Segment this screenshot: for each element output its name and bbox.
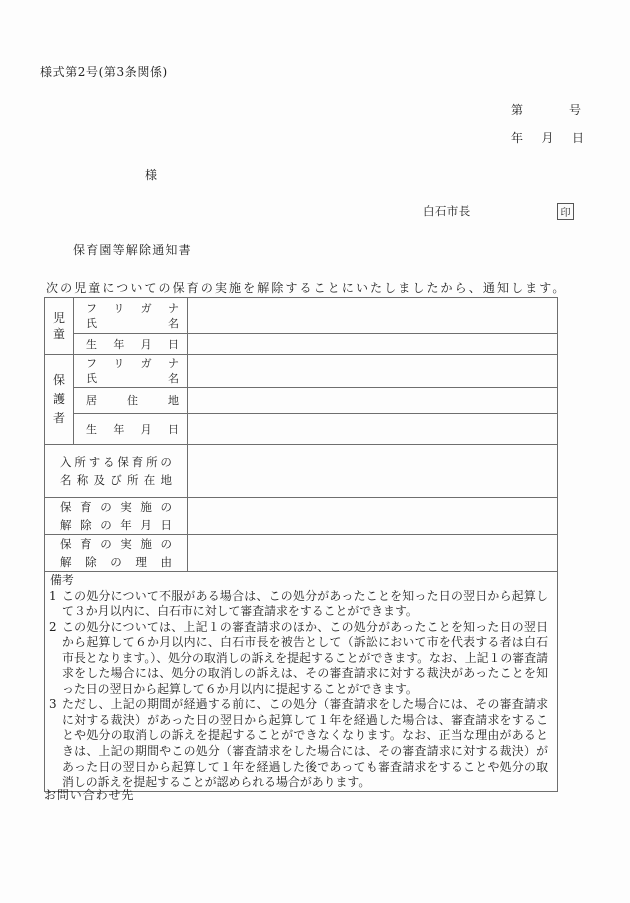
doc-number-suffix: 号 [568, 103, 581, 117]
document-date-line [511, 129, 584, 146]
remark-text: この処分については、上記１の審査請求のほか、この処分があったことを知った日の翌日から起算して６か月以内に、白石市長を被告として（訴訟において市を代表する者は白石市長となります。）、処分の取消しの訴えを提起することができます。なお、上記１の審査請求をした場合には、処分の取消しの訴えは、その審査請求に対する裁決があったことを知った日の翌日から起算して６か月以内に提起することができます。 [62, 619, 548, 696]
guardian-residence-value [188, 388, 558, 414]
seal-character: 印 [560, 208, 571, 219]
guardian-furigana-label: フ リ ガ ナ [86, 357, 179, 370]
remark-number: 2 [49, 619, 57, 634]
release-date-label-line2: 解 除 の 年 月 日 [60, 518, 172, 532]
table-row [45, 445, 558, 498]
table-row [45, 498, 558, 535]
form-code: 様式第2号(第3条関係) [40, 65, 168, 79]
seal-placeholder-icon [557, 203, 574, 220]
form-table [44, 297, 558, 792]
remark-item-1 [49, 589, 548, 620]
date-month-label: 月 [541, 131, 554, 145]
release-reason-label-cell [45, 535, 188, 572]
nursery-value [188, 445, 558, 498]
document-number-line [511, 101, 581, 118]
child-name-value [188, 298, 558, 334]
table-row [45, 572, 558, 792]
doc-number-prefix: 第 [511, 103, 524, 117]
table-row [45, 298, 558, 334]
remark-number: 3 [49, 697, 57, 712]
remark-text: この処分について不服がある場合は、この処分があったことを知った日の翌日から起算して３か月以内に、白石市に対して審査請求をすることができます。 [62, 588, 548, 619]
table-row [45, 388, 558, 414]
release-date-value [188, 498, 558, 535]
remarks-label: 備考 [50, 573, 74, 587]
child-name-label-cell [74, 298, 188, 334]
guardian-birthdate-label-cell [74, 414, 188, 445]
table-row [45, 414, 558, 445]
guardian-residence-label: 居 住 地 [86, 394, 179, 407]
remark-number: 1 [49, 588, 57, 603]
child-birthdate-value [188, 334, 558, 355]
child-birthdate-label-cell [74, 334, 188, 355]
contact-label: お問い合わせ先 [44, 788, 135, 802]
child-group-cell [45, 298, 74, 355]
remark-text: ただし、上記の期間が経過する前に、この処分（審査請求をした場合には、その審査請求に対する裁決）があった日の翌日から起算して１年を経過した場合は、審査請求をすることや処分の取消しの訴えを提起することができなくなります。なお、正当な理由があるときは、上記の期間やこの処分（審査請求をした場合には、その審査請求に対する裁決）があった日の翌日から起算して１年を経過した後であっても審査請求をすることや処分の取消しの訴えを提起することが認められる場合があります。 [62, 697, 548, 790]
guardian-birthdate-label: 生 年 月 日 [86, 422, 179, 436]
intro-sentence: 次の児童についての保育の実施を解除することにいたしましたから、通知します。 [46, 281, 567, 295]
table-row [45, 355, 558, 388]
nursery-label-line1: 入 所 す る 保 育 所 の [60, 455, 172, 469]
nursery-label-cell [45, 445, 188, 498]
remark-item-3 [49, 697, 548, 790]
child-birthdate-label: 生 年 月 日 [86, 337, 179, 351]
child-name-label: 氏 名 [86, 316, 179, 330]
guardian-birthdate-value [188, 414, 558, 445]
release-reason-label-line2: 解 除 の 理 由 [60, 555, 172, 569]
guardian-group-cell [45, 355, 74, 445]
guardian-group-label: 保 護 者 [52, 373, 65, 425]
release-reason-label-line1: 保 育 の 実 施 の [60, 537, 172, 551]
child-group-label: 児 童 [52, 310, 65, 341]
table-row [45, 535, 558, 572]
document-title: 保育園等解除通知書 [73, 243, 192, 257]
guardian-name-label-cell [74, 355, 188, 388]
guardian-name-value [188, 355, 558, 388]
child-furigana-label: フ リ ガ ナ [86, 301, 179, 315]
remark-item-2 [49, 620, 548, 698]
nursery-label-line2: 名 称 及 び 所 在 地 [60, 473, 172, 487]
issuer-name: 白石市長 [423, 204, 471, 218]
date-year-label: 年 [511, 131, 524, 145]
addressee-honorific: 様 [145, 168, 158, 182]
table-row [45, 334, 558, 355]
date-day-label: 日 [571, 131, 584, 145]
guardian-name-label: 氏 名 [86, 372, 179, 385]
remarks-cell [45, 572, 558, 792]
guardian-residence-label-cell [74, 388, 188, 414]
release-date-label-cell [45, 498, 188, 535]
release-reason-value [188, 535, 558, 572]
release-date-label-line1: 保 育 の 実 施 の [60, 500, 172, 514]
